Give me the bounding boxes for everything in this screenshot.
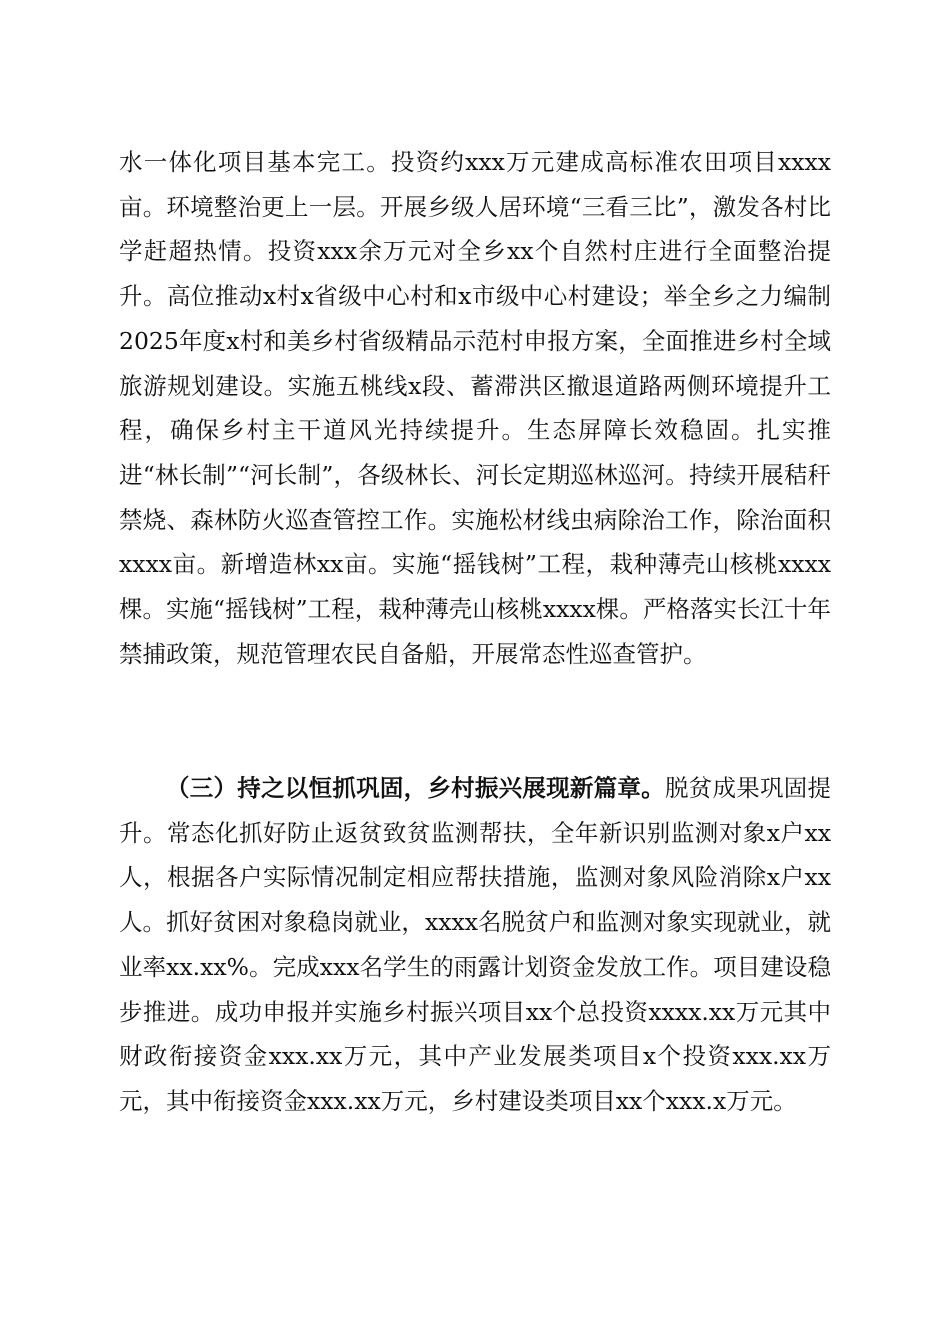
paragraph-1-text: 水一体化项目基本完工。投资约xxx万元建成高标准农田项目xxxx亩。环境整治更上一层。开展乡级人居环境“三看三比”，激发各村比学赶超热情。投资xxx余万元对全乡xx个自然村庄进行全面整治提升。高位推动x村x省级中心村和x市级中心村建设；举全乡之力编制2025年度x村和美乡村省级精品示范村申报方案，全面推进乡村全域旅游规划建设。实施五桃线x段、蓄滞洪区撤退道路两侧环境提升工程，确保乡村主干道风光持续提升。生态屏障长效稳固。扎实推进“林长制”“河长制”，各级林长、河长定期巡林巡河。持续开展秸秆禁烧、森林防火巡查管控工作。实施松材线虫病除治工作，除治面积xxxx亩。新增造林xx亩。实施“摇钱树”工程，栽种薄壳山核桃xxxx棵。实施“摇钱树”工程，栽种薄壳山核桃xxxx棵。严格落实长江十年禁捕政策，规范管理农民自备船，开展常态性巡查管护。 [119, 148, 831, 668]
body-paragraph-1 [119, 140, 831, 676]
paragraph-2-text [119, 766, 831, 1124]
paragraph-2-body: 脱贫成果巩固提升。常态化抓好防止返贫致贫监测帮扶，全年新识别监测对象x户xx人，根据各户实际情况制定相应帮扶措施，监测对象风险消除x户xx人。抓好贫困对象稳岗就业，xxxx名脱贫户和监测对象实现就业，就业率xx.xx%。完成xxx名学生的雨露计划资金发放工作。项目建设稳步推进。成功申报并实施乡村振兴项目xx个总投资xxxx.xx万元其中财政衔接资金xxx.xx万元，其中产业发展类项目x个投资xxx.xx万元，其中衔接资金xxx.xx万元，乡村建设类项目xx个xxx.x万元。 [119, 774, 832, 1115]
section-heading-3: （三）持之以恒抓巩固，乡村振兴展现新篇章。 [166, 774, 665, 802]
body-paragraph-2 [119, 766, 831, 1124]
